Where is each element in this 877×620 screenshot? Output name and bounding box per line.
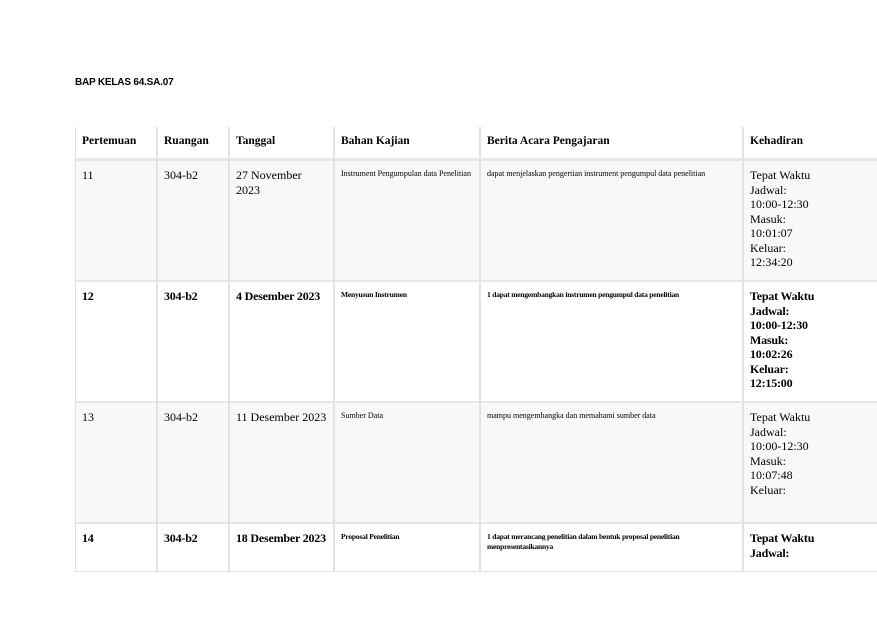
cell-berita-acara: dapat menjelaskan pengertian instrument pengumpul data penelitian xyxy=(479,161,742,282)
check-in-label: Masuk: xyxy=(750,453,786,468)
attendance-status: Tepat Waktu xyxy=(750,168,811,182)
attendance-status: Tepat Waktu xyxy=(750,410,811,424)
bap-table xyxy=(75,127,877,572)
cell-ruangan: 304-b2 xyxy=(156,524,228,572)
schedule-time: 10:00-12:30 xyxy=(750,197,809,211)
cell-kehadiran xyxy=(742,403,877,524)
cell-pertemuan: 12 xyxy=(75,282,156,403)
cell-pertemuan: 13 xyxy=(75,403,156,524)
cell-bahan-kajian: Menyusun Instrumen xyxy=(333,282,479,403)
cell-tanggal: 11 Desember 2023 xyxy=(228,403,333,524)
cell-bahan-kajian: Proposal Penelitian xyxy=(333,524,479,572)
cell-bahan-kajian: Sumber Data xyxy=(333,403,479,524)
check-in-time: 10:02:26 xyxy=(750,347,793,361)
cell-tanggal: 4 Desember 2023 xyxy=(228,282,333,403)
schedule-time: 10:00-12:30 xyxy=(750,439,809,453)
cell-berita-acara: 1 dapat merancang penelitian dalam bentuk proposal penelitian menpresentasikannya xyxy=(479,524,742,572)
cell-kehadiran xyxy=(742,282,877,403)
cell-tanggal: 18 Desember 2023 xyxy=(228,524,333,572)
document-title: BAP KELAS 64.SA.07 xyxy=(75,77,174,88)
header-kehadiran: Kehadiran xyxy=(742,127,877,161)
attendance-status: Tepat Waktu xyxy=(750,289,815,303)
schedule-label: Jadwal: xyxy=(750,545,790,560)
table-row xyxy=(75,282,877,403)
cell-bahan-kajian: Instrument Pengumpulan data Penelitian xyxy=(333,161,479,282)
cell-ruangan: 304-b2 xyxy=(156,403,228,524)
header-bahan-kajian: Bahan Kajian xyxy=(333,127,479,161)
cell-tanggal: 27 November 2023 xyxy=(228,161,333,282)
check-out-label: Keluar: xyxy=(750,240,786,255)
cell-kehadiran xyxy=(742,161,877,282)
cell-kehadiran xyxy=(742,524,877,572)
schedule-label: Jadwal: xyxy=(750,182,787,197)
cell-berita-acara: 1 dapat mengembangkan instrumen pengumpul data penelitian xyxy=(479,282,742,403)
header-pertemuan: Pertemuan xyxy=(75,127,156,161)
check-in-time: 10:01:07 xyxy=(750,226,793,240)
check-out-time: 12:34:20 xyxy=(750,255,793,269)
check-in-label: Masuk: xyxy=(750,332,789,347)
check-out-label: Keluar: xyxy=(750,361,789,376)
cell-ruangan: 304-b2 xyxy=(156,282,228,403)
header-ruangan: Ruangan xyxy=(156,127,228,161)
schedule-label: Jadwal: xyxy=(750,303,790,318)
table-row xyxy=(75,403,877,524)
check-in-label: Masuk: xyxy=(750,211,786,226)
table-row xyxy=(75,161,877,282)
schedule-time: 10:00-12:30 xyxy=(750,318,808,332)
cell-pertemuan: 11 xyxy=(75,161,156,282)
attendance-status: Tepat Waktu xyxy=(750,531,815,545)
cell-berita-acara: mampu mengembangka dan memahami sumber data xyxy=(479,403,742,524)
check-in-time: 10:07:48 xyxy=(750,468,793,482)
table-header-row xyxy=(75,127,877,161)
table-row xyxy=(75,524,877,572)
cell-pertemuan: 14 xyxy=(75,524,156,572)
header-tanggal: Tanggal xyxy=(228,127,333,161)
check-out-label: Keluar: xyxy=(750,482,786,497)
header-berita-acara: Berita Acara Pengajaran xyxy=(479,127,742,161)
check-out-time: 12:15:00 xyxy=(750,376,793,390)
schedule-label: Jadwal: xyxy=(750,424,787,439)
cell-ruangan: 304-b2 xyxy=(156,161,228,282)
